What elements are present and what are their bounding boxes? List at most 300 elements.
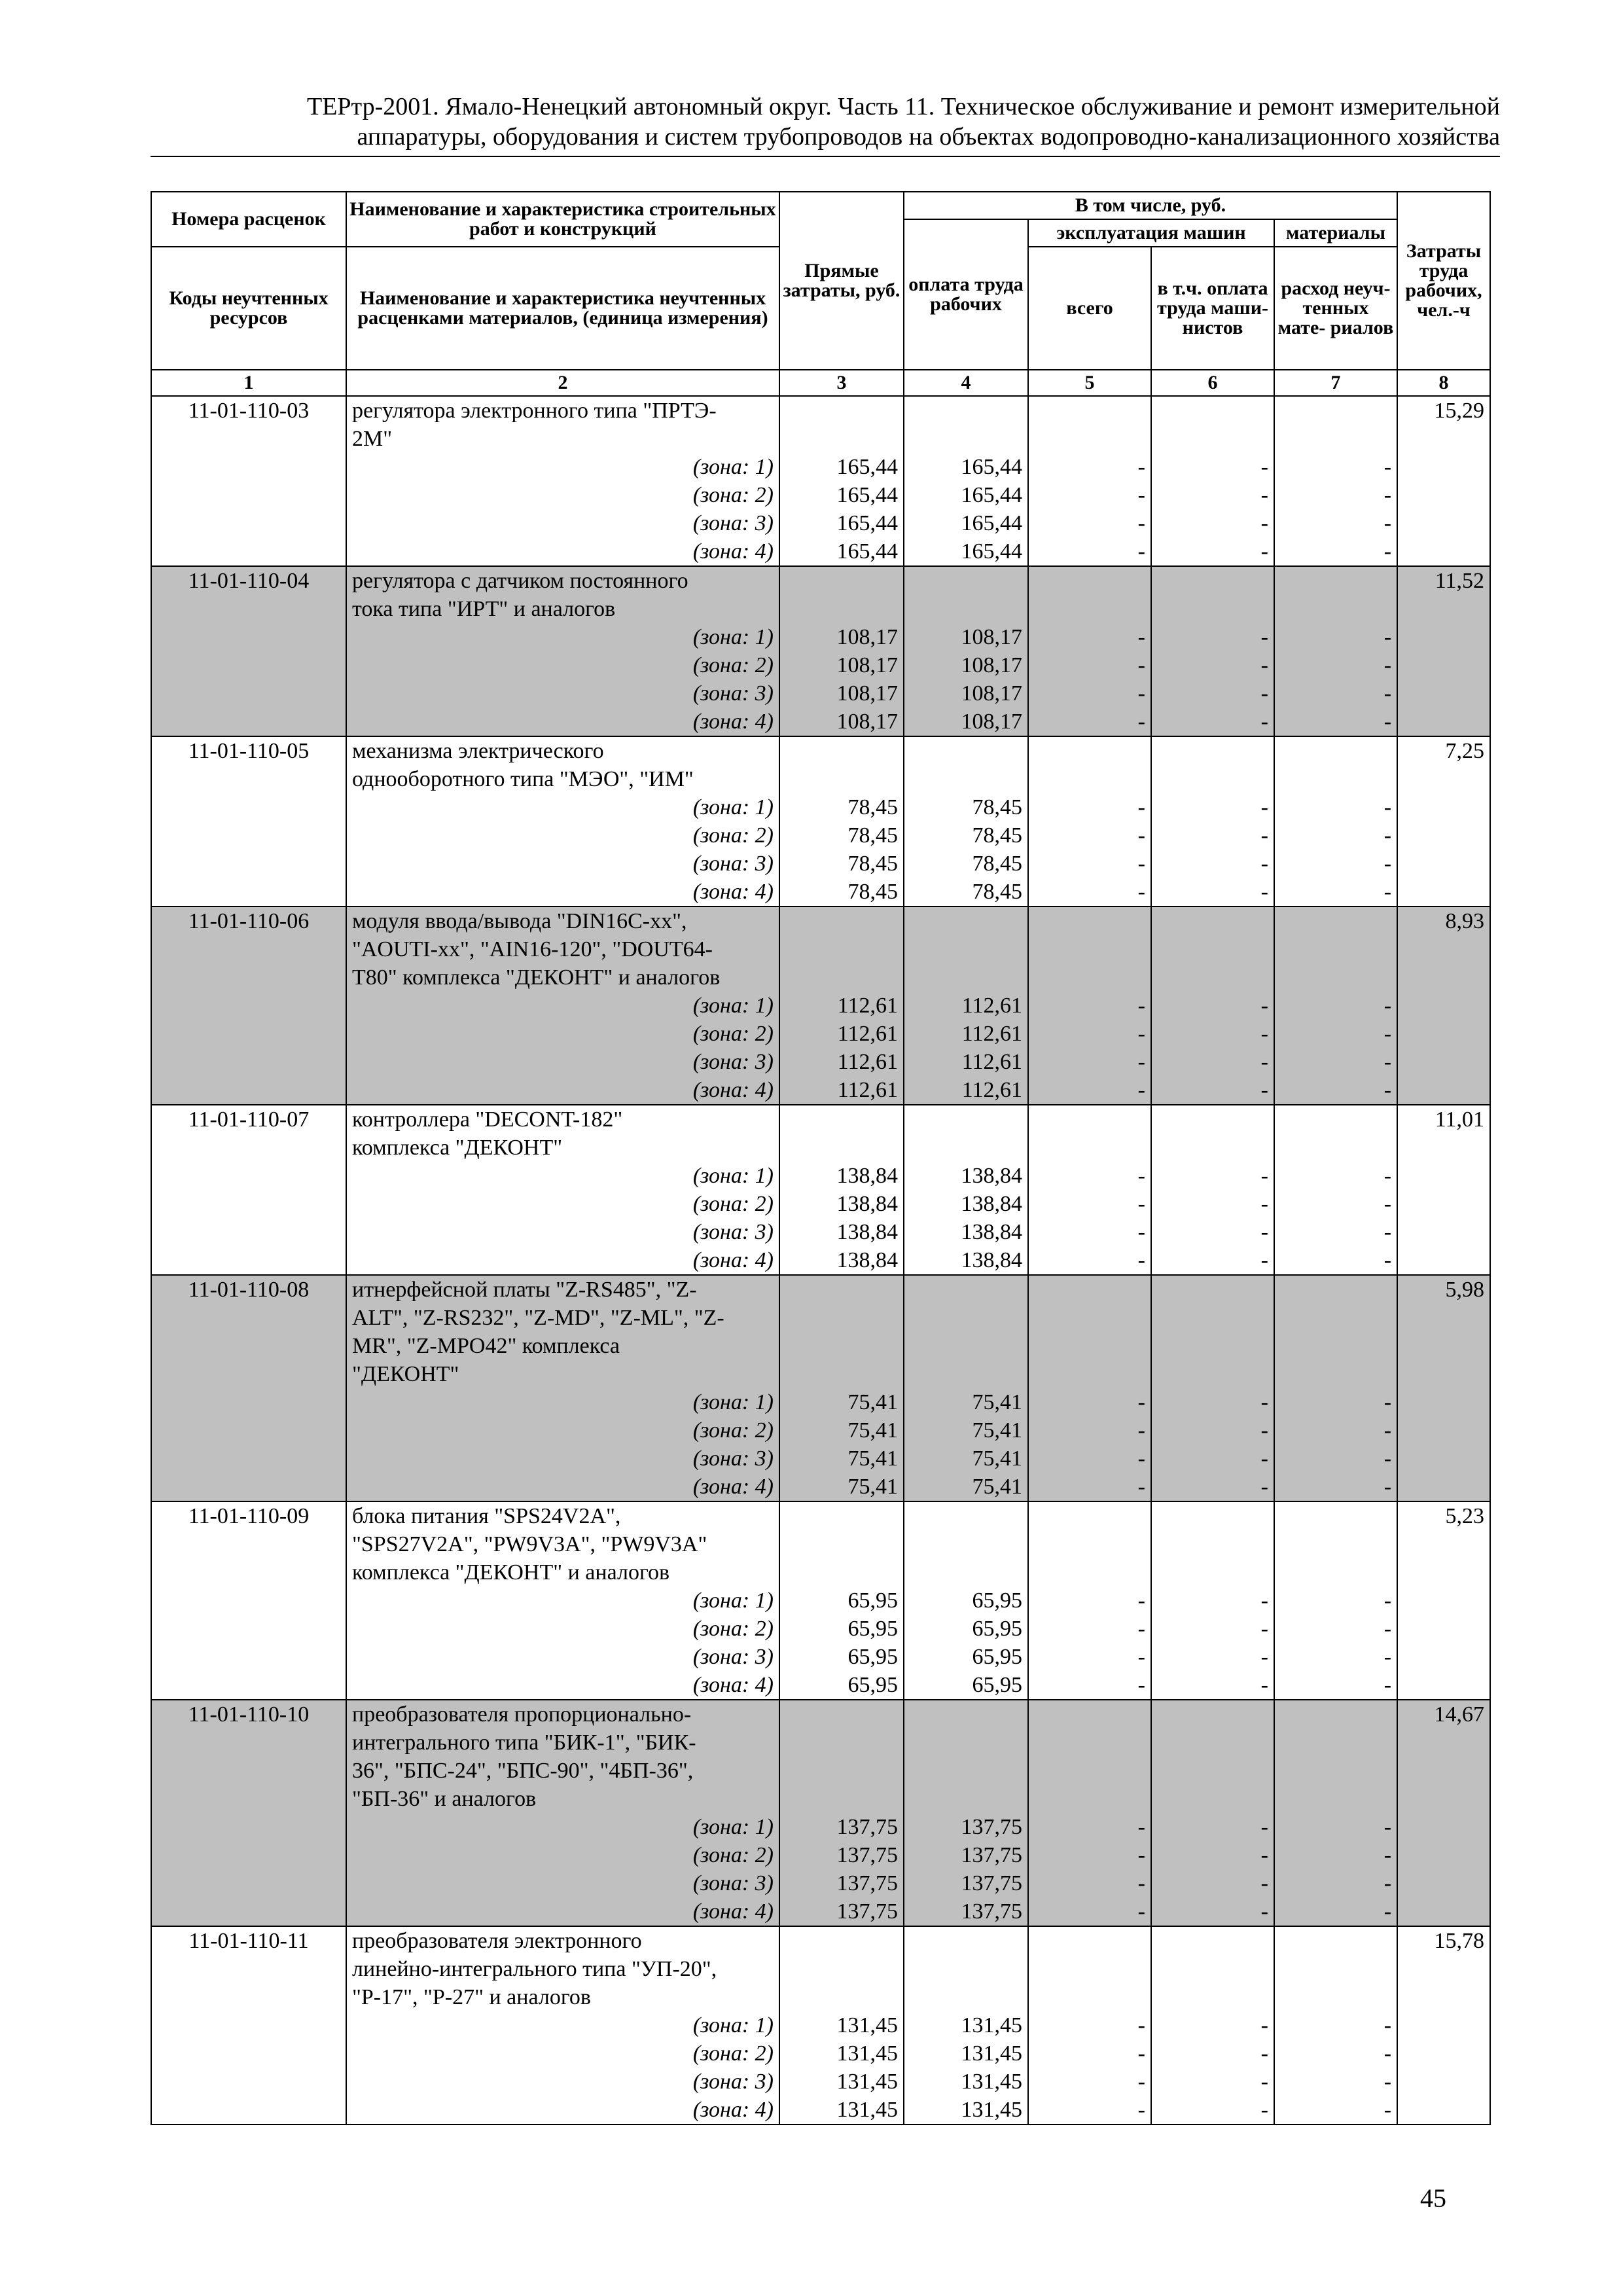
blank-line xyxy=(1280,567,1391,595)
blank-line xyxy=(785,1360,898,1388)
col-work-name: Наименование и характеристика строительных работ и конструкций xyxy=(346,192,779,247)
direct-cost xyxy=(779,1926,904,2125)
labor-pay-value: 65,95 xyxy=(972,1588,1022,1613)
work-name-line: "БП-36" и аналогов xyxy=(352,1787,537,1811)
col-operator-pay: в т.ч. оплата труда маши- нистов xyxy=(1151,247,1274,370)
work-name xyxy=(346,1700,779,1926)
col-labor-pay: оплата труда рабочих xyxy=(904,219,1028,370)
labor-hours-value: 11,01 xyxy=(1435,1107,1485,1132)
work-name-line: блока питания "SPS24V2A", xyxy=(352,1504,621,1528)
blank-line xyxy=(1034,765,1145,793)
direct-cost-value: 65,95 xyxy=(847,1673,898,1697)
direct-cost-value: 65,95 xyxy=(847,1617,898,1641)
labor-hours xyxy=(1397,736,1490,906)
zone-label: (зона: 4) xyxy=(692,1078,774,1102)
blank-line xyxy=(1034,1927,1145,1955)
work-name-line: T80" комплекса "ДЕКОНТ" и аналогов xyxy=(352,965,721,990)
labor-hours xyxy=(1397,1501,1490,1700)
blank-line xyxy=(785,963,898,992)
labor-hours-value: 15,78 xyxy=(1434,1929,1485,1953)
blank-line xyxy=(910,737,1022,765)
blank-line xyxy=(1157,1927,1268,1955)
blank-line xyxy=(785,1785,898,1813)
zone-label: (зона: 1) xyxy=(692,625,774,649)
dash-value: - xyxy=(1137,1164,1145,1188)
operator-pay xyxy=(1151,1501,1274,1700)
dash-value: - xyxy=(1260,1871,1268,1895)
blank-line xyxy=(1280,907,1391,935)
blank-line xyxy=(1034,595,1145,623)
blank-line xyxy=(1157,1983,1268,2011)
dash-value: - xyxy=(1383,511,1392,535)
dash-value: - xyxy=(1260,1418,1268,1443)
machines-total xyxy=(1028,396,1151,566)
labor-hours xyxy=(1397,1275,1490,1501)
table-row xyxy=(151,396,1490,566)
direct-cost-value: 165,44 xyxy=(836,511,898,535)
dash-value: - xyxy=(1383,2070,1392,2094)
blank-line xyxy=(910,1927,1022,1955)
labor-pay-value: 112,61 xyxy=(961,994,1022,1018)
labor-pay xyxy=(904,906,1028,1105)
dash-value: - xyxy=(1260,795,1268,819)
work-name-line: "ДЕКОНТ" xyxy=(352,1362,459,1386)
dash-value: - xyxy=(1137,1220,1145,1244)
blank-line xyxy=(1157,1530,1268,1558)
labor-hours xyxy=(1397,906,1490,1105)
rate-code xyxy=(151,1501,346,1700)
labor-pay-value: 138,84 xyxy=(961,1164,1022,1188)
rate-code xyxy=(151,1700,346,1926)
machines-total xyxy=(1028,906,1151,1105)
dash-value: - xyxy=(1137,1645,1145,1669)
blank-line xyxy=(1034,907,1145,935)
dash-value: - xyxy=(1137,681,1145,706)
direct-cost-value: 131,45 xyxy=(836,2098,898,2122)
rate-code xyxy=(151,396,346,566)
dash-value: - xyxy=(1383,625,1392,649)
direct-cost-value: 131,45 xyxy=(836,2013,898,2037)
labor-pay-value: 112,61 xyxy=(961,1022,1022,1046)
zone-label: (зона: 2) xyxy=(692,2041,774,2066)
dash-value: - xyxy=(1260,1050,1268,1074)
dash-value: - xyxy=(1137,1390,1145,1414)
blank-line xyxy=(910,1304,1022,1332)
labor-pay-value: 112,61 xyxy=(961,1078,1022,1102)
labor-pay-value: 165,44 xyxy=(961,511,1022,535)
labor-hours xyxy=(1397,1926,1490,2125)
blank-line xyxy=(1034,963,1145,992)
zone-label: (зона: 1) xyxy=(692,1815,774,1839)
blank-line xyxy=(910,907,1022,935)
blank-line xyxy=(910,935,1022,963)
blank-line xyxy=(910,595,1022,623)
labor-pay xyxy=(904,736,1028,906)
unaccounted-materials xyxy=(1274,906,1397,1105)
work-name-line: регулятора электронного типа "ПРТЭ- xyxy=(352,399,717,423)
work-name xyxy=(346,1926,779,2125)
rate-code-text: 11-01-110-07 xyxy=(188,1107,310,1132)
zone-label: (зона: 4) xyxy=(692,2098,774,2122)
blank-line xyxy=(1157,567,1268,595)
zone-label: (зона: 2) xyxy=(692,823,774,848)
labor-pay xyxy=(904,1275,1028,1501)
direct-cost-value: 78,45 xyxy=(847,880,898,904)
rate-code xyxy=(151,1105,346,1275)
blank-line xyxy=(1034,1105,1145,1134)
labor-hours-value: 5,98 xyxy=(1445,1278,1485,1302)
zone-label: (зона: 2) xyxy=(692,1843,774,1867)
dash-value: - xyxy=(1137,511,1145,535)
work-name-line: 2М" xyxy=(352,427,393,451)
col-including: В том числе, руб. xyxy=(904,192,1397,219)
blank-line xyxy=(1280,1955,1391,1983)
dash-value: - xyxy=(1137,1815,1145,1839)
machines-total xyxy=(1028,1501,1151,1700)
rate-code xyxy=(151,1275,346,1501)
dash-value: - xyxy=(1137,2041,1145,2066)
blank-line xyxy=(785,1332,898,1360)
labor-pay-value: 138,84 xyxy=(961,1192,1022,1216)
dash-value: - xyxy=(1383,1164,1392,1188)
dash-value: - xyxy=(1383,1078,1392,1102)
work-name-line: "AOUTI-xx", "AIN16-120", "DOUT64- xyxy=(352,937,713,961)
labor-pay-value: 78,45 xyxy=(972,795,1022,819)
blank-line xyxy=(1157,765,1268,793)
blank-line xyxy=(785,1304,898,1332)
direct-cost-value: 112,61 xyxy=(837,1078,898,1102)
dash-value: - xyxy=(1260,1645,1268,1669)
dash-value: - xyxy=(1383,1871,1392,1895)
labor-pay-value: 131,45 xyxy=(961,2041,1022,2066)
blank-line xyxy=(910,1700,1022,1729)
labor-pay-value: 131,45 xyxy=(961,2070,1022,2094)
blank-line xyxy=(1034,1558,1145,1587)
dash-value: - xyxy=(1383,1617,1392,1641)
blank-line xyxy=(910,1530,1022,1558)
blank-line xyxy=(1034,935,1145,963)
header-line-1: ТЕРтр-2001. Ямало-Ненецкий автономный округ. Часть 11. Техническое обслуживание и ремонт измерительной xyxy=(307,93,1500,120)
labor-pay xyxy=(904,1105,1028,1275)
blank-line xyxy=(910,1785,1022,1813)
zone-label: (зона: 4) xyxy=(692,539,774,564)
dash-value: - xyxy=(1383,2098,1392,2122)
blank-line xyxy=(1034,1729,1145,1757)
dash-value: - xyxy=(1137,1050,1145,1074)
zone-label: (зона: 4) xyxy=(692,1475,774,1499)
zone-label: (зона: 4) xyxy=(692,1899,774,1924)
dash-value: - xyxy=(1383,1192,1392,1216)
blank-line xyxy=(785,1134,898,1162)
col-number: 1 xyxy=(151,370,346,396)
dash-value: - xyxy=(1137,1899,1145,1924)
table-row xyxy=(151,906,1490,1105)
dash-value: - xyxy=(1383,1022,1392,1046)
col-number: 6 xyxy=(1151,370,1274,396)
col-number: 5 xyxy=(1028,370,1151,396)
labor-pay-value: 137,75 xyxy=(961,1871,1022,1895)
blank-line xyxy=(785,737,898,765)
dash-value: - xyxy=(1383,1050,1392,1074)
unaccounted-materials xyxy=(1274,1105,1397,1275)
work-name-line: преобразователя пропорционально- xyxy=(352,1702,692,1727)
table-row xyxy=(151,736,1490,906)
direct-cost-value: 108,17 xyxy=(836,709,898,734)
direct-cost-value: 65,95 xyxy=(847,1588,898,1613)
col-number: 3 xyxy=(779,370,904,396)
direct-cost xyxy=(779,566,904,736)
dash-value: - xyxy=(1383,1475,1392,1499)
labor-pay-value: 137,75 xyxy=(961,1815,1022,1839)
zone-label: (зона: 3) xyxy=(692,511,774,535)
col-material-name: Наименование и характеристика неучтенных расценками материалов, (единица измерения) xyxy=(346,247,779,370)
labor-pay-value: 108,17 xyxy=(961,709,1022,734)
blank-line xyxy=(785,935,898,963)
dash-value: - xyxy=(1383,1390,1392,1414)
work-name xyxy=(346,566,779,736)
blank-line xyxy=(1280,1304,1391,1332)
dash-value: - xyxy=(1260,2070,1268,2094)
header-rule xyxy=(151,156,1500,157)
dash-value: - xyxy=(1137,880,1145,904)
work-name-line: комплекса "ДЕКОНТ" и аналогов xyxy=(352,1560,670,1585)
dash-value: - xyxy=(1137,1418,1145,1443)
direct-cost-value: 75,41 xyxy=(847,1418,898,1443)
zone-label: (зона: 3) xyxy=(692,2070,774,2094)
table-row xyxy=(151,1275,1490,1501)
dash-value: - xyxy=(1383,455,1392,479)
col-unaccounted-materials: расход неуч- тенных мате- риалов xyxy=(1274,247,1397,370)
blank-line xyxy=(1034,1332,1145,1360)
work-name-line: модуля ввода/вывода "DIN16C-xx", xyxy=(352,909,687,933)
unaccounted-materials xyxy=(1274,1501,1397,1700)
labor-pay xyxy=(904,396,1028,566)
work-name xyxy=(346,1105,779,1275)
direct-cost-value: 137,75 xyxy=(836,1871,898,1895)
blank-line xyxy=(1280,1134,1391,1162)
blank-line xyxy=(910,1955,1022,1983)
direct-cost-value: 75,41 xyxy=(847,1475,898,1499)
dash-value: - xyxy=(1137,653,1145,677)
labor-hours xyxy=(1397,566,1490,736)
direct-cost-value: 108,17 xyxy=(836,625,898,649)
blank-line xyxy=(1280,1729,1391,1757)
blank-line xyxy=(1157,1558,1268,1587)
zone-label: (зона: 4) xyxy=(692,1248,774,1272)
blank-line xyxy=(910,1134,1022,1162)
machines-total xyxy=(1028,566,1151,736)
machines-total xyxy=(1028,736,1151,906)
labor-pay-value: 112,61 xyxy=(961,1050,1022,1074)
labor-pay-value: 131,45 xyxy=(961,2013,1022,2037)
page-number: 45 xyxy=(1420,2183,1446,2213)
dash-value: - xyxy=(1260,1446,1268,1471)
direct-cost-value: 78,45 xyxy=(847,823,898,848)
labor-pay-value: 108,17 xyxy=(961,625,1022,649)
blank-line xyxy=(1157,1276,1268,1304)
direct-cost xyxy=(779,1501,904,1700)
blank-line xyxy=(1280,1105,1391,1134)
blank-line xyxy=(785,1105,898,1134)
work-name xyxy=(346,1275,779,1501)
direct-cost-value: 137,75 xyxy=(836,1815,898,1839)
table-row xyxy=(151,1501,1490,1700)
blank-line xyxy=(1280,1785,1391,1813)
dash-value: - xyxy=(1260,994,1268,1018)
labor-pay-value: 108,17 xyxy=(961,653,1022,677)
work-name-line: итнерфейсной платы "Z-RS485", "Z- xyxy=(352,1278,697,1302)
direct-cost-value: 138,84 xyxy=(836,1248,898,1272)
zone-label: (зона: 2) xyxy=(692,1022,774,1046)
work-name xyxy=(346,906,779,1105)
blank-line xyxy=(785,1558,898,1587)
dash-value: - xyxy=(1137,1843,1145,1867)
dash-value: - xyxy=(1137,2013,1145,2037)
labor-pay-value: 78,45 xyxy=(972,823,1022,848)
direct-cost-value: 112,61 xyxy=(837,1022,898,1046)
work-name-line: 36", "БПС-24", "БПС-90", "4БП-36", xyxy=(352,1759,694,1783)
labor-pay-value: 165,44 xyxy=(961,455,1022,479)
rate-code-text: 11-01-110-03 xyxy=(188,399,310,423)
labor-pay-value: 165,44 xyxy=(961,539,1022,564)
dash-value: - xyxy=(1383,681,1392,706)
dash-value: - xyxy=(1137,1871,1145,1895)
rate-code xyxy=(151,736,346,906)
dash-value: - xyxy=(1260,1220,1268,1244)
dash-value: - xyxy=(1137,2098,1145,2122)
dash-value: - xyxy=(1260,2041,1268,2066)
labor-pay-value: 65,95 xyxy=(972,1673,1022,1697)
blank-line xyxy=(785,1927,898,1955)
rate-code xyxy=(151,906,346,1105)
zone-label: (зона: 2) xyxy=(692,483,774,507)
direct-cost-value: 137,75 xyxy=(836,1899,898,1924)
labor-pay-value: 75,41 xyxy=(972,1418,1022,1443)
blank-line xyxy=(1280,1332,1391,1360)
operator-pay xyxy=(1151,1926,1274,2125)
unaccounted-materials xyxy=(1274,1926,1397,2125)
work-name-line: контроллера "DECONT-182" xyxy=(352,1107,623,1132)
dash-value: - xyxy=(1260,455,1268,479)
zone-label: (зона: 3) xyxy=(692,1871,774,1895)
dash-value: - xyxy=(1137,852,1145,876)
dash-value: - xyxy=(1383,709,1392,734)
work-name-line: тока типа "ИРТ" и аналогов xyxy=(352,597,616,621)
blank-line xyxy=(1280,1983,1391,2011)
labor-hours-value: 14,67 xyxy=(1434,1702,1485,1727)
dash-value: - xyxy=(1137,1022,1145,1046)
machines-total xyxy=(1028,1700,1151,1926)
blank-line xyxy=(785,1276,898,1304)
work-name-line: "SPS27V2A", "PW9V3A", "PW9V3A" xyxy=(352,1532,707,1556)
operator-pay xyxy=(1151,1700,1274,1926)
blank-line xyxy=(1157,425,1268,453)
blank-line xyxy=(1280,1757,1391,1785)
blank-line xyxy=(1157,1502,1268,1530)
labor-pay-value: 75,41 xyxy=(972,1446,1022,1471)
dash-value: - xyxy=(1383,795,1392,819)
blank-line xyxy=(1034,1955,1145,1983)
dash-value: - xyxy=(1260,1475,1268,1499)
dash-value: - xyxy=(1260,1248,1268,1272)
zone-label: (зона: 1) xyxy=(692,455,774,479)
labor-pay xyxy=(904,1700,1028,1926)
operator-pay xyxy=(1151,736,1274,906)
rate-code-text: 11-01-110-10 xyxy=(188,1702,310,1727)
dash-value: - xyxy=(1383,2013,1392,2037)
dash-value: - xyxy=(1383,1645,1392,1669)
dash-value: - xyxy=(1260,1815,1268,1839)
labor-pay-value: 165,44 xyxy=(961,483,1022,507)
direct-cost-value: 165,44 xyxy=(836,539,898,564)
zone-label: (зона: 4) xyxy=(692,709,774,734)
machines-total xyxy=(1028,1926,1151,2125)
dash-value: - xyxy=(1260,1588,1268,1613)
work-name-line: ALT", "Z-RS232", "Z-MD", "Z-ML", "Z- xyxy=(352,1306,724,1330)
direct-cost xyxy=(779,1700,904,1926)
dash-value: - xyxy=(1260,1192,1268,1216)
direct-cost-value: 108,17 xyxy=(836,681,898,706)
zone-label: (зона: 2) xyxy=(692,1418,774,1443)
dash-value: - xyxy=(1137,483,1145,507)
dash-value: - xyxy=(1137,1475,1145,1499)
zone-label: (зона: 3) xyxy=(692,1645,774,1669)
blank-line xyxy=(1157,963,1268,992)
blank-line xyxy=(1157,397,1268,425)
col-materials: материалы xyxy=(1274,219,1397,247)
zone-label: (зона: 1) xyxy=(692,1390,774,1414)
blank-line xyxy=(1280,963,1391,992)
labor-pay xyxy=(904,1501,1028,1700)
unaccounted-materials xyxy=(1274,1275,1397,1501)
blank-line xyxy=(910,1276,1022,1304)
dash-value: - xyxy=(1137,2070,1145,2094)
dash-value: - xyxy=(1260,880,1268,904)
blank-line xyxy=(1280,397,1391,425)
rate-code-text: 11-01-110-06 xyxy=(188,909,310,933)
dash-value: - xyxy=(1260,2013,1268,2037)
dash-value: - xyxy=(1260,1843,1268,1867)
blank-line xyxy=(1280,1360,1391,1388)
work-name-line: механизма электрического xyxy=(352,739,604,763)
blank-line xyxy=(785,397,898,425)
rate-code xyxy=(151,566,346,736)
blank-line xyxy=(1034,1502,1145,1530)
direct-cost-value: 75,41 xyxy=(847,1390,898,1414)
operator-pay xyxy=(1151,906,1274,1105)
blank-line xyxy=(1157,1304,1268,1332)
labor-hours-value: 15,29 xyxy=(1434,399,1485,423)
dash-value: - xyxy=(1383,823,1392,848)
unaccounted-materials xyxy=(1274,566,1397,736)
blank-line xyxy=(1157,1134,1268,1162)
operator-pay xyxy=(1151,396,1274,566)
blank-line xyxy=(785,907,898,935)
work-name xyxy=(346,1501,779,1700)
dash-value: - xyxy=(1260,625,1268,649)
blank-line xyxy=(910,1757,1022,1785)
col-number: 4 xyxy=(904,370,1028,396)
unaccounted-materials xyxy=(1274,736,1397,906)
labor-pay-value: 131,45 xyxy=(961,2098,1022,2122)
dash-value: - xyxy=(1383,653,1392,677)
direct-cost-value: 165,44 xyxy=(836,455,898,479)
table-header xyxy=(151,192,1490,396)
blank-line xyxy=(1157,1360,1268,1388)
blank-line xyxy=(910,425,1022,453)
work-name-line: регулятора с датчиком постоянного xyxy=(352,569,688,593)
work-name-line: преобразователя электронного xyxy=(352,1929,642,1953)
